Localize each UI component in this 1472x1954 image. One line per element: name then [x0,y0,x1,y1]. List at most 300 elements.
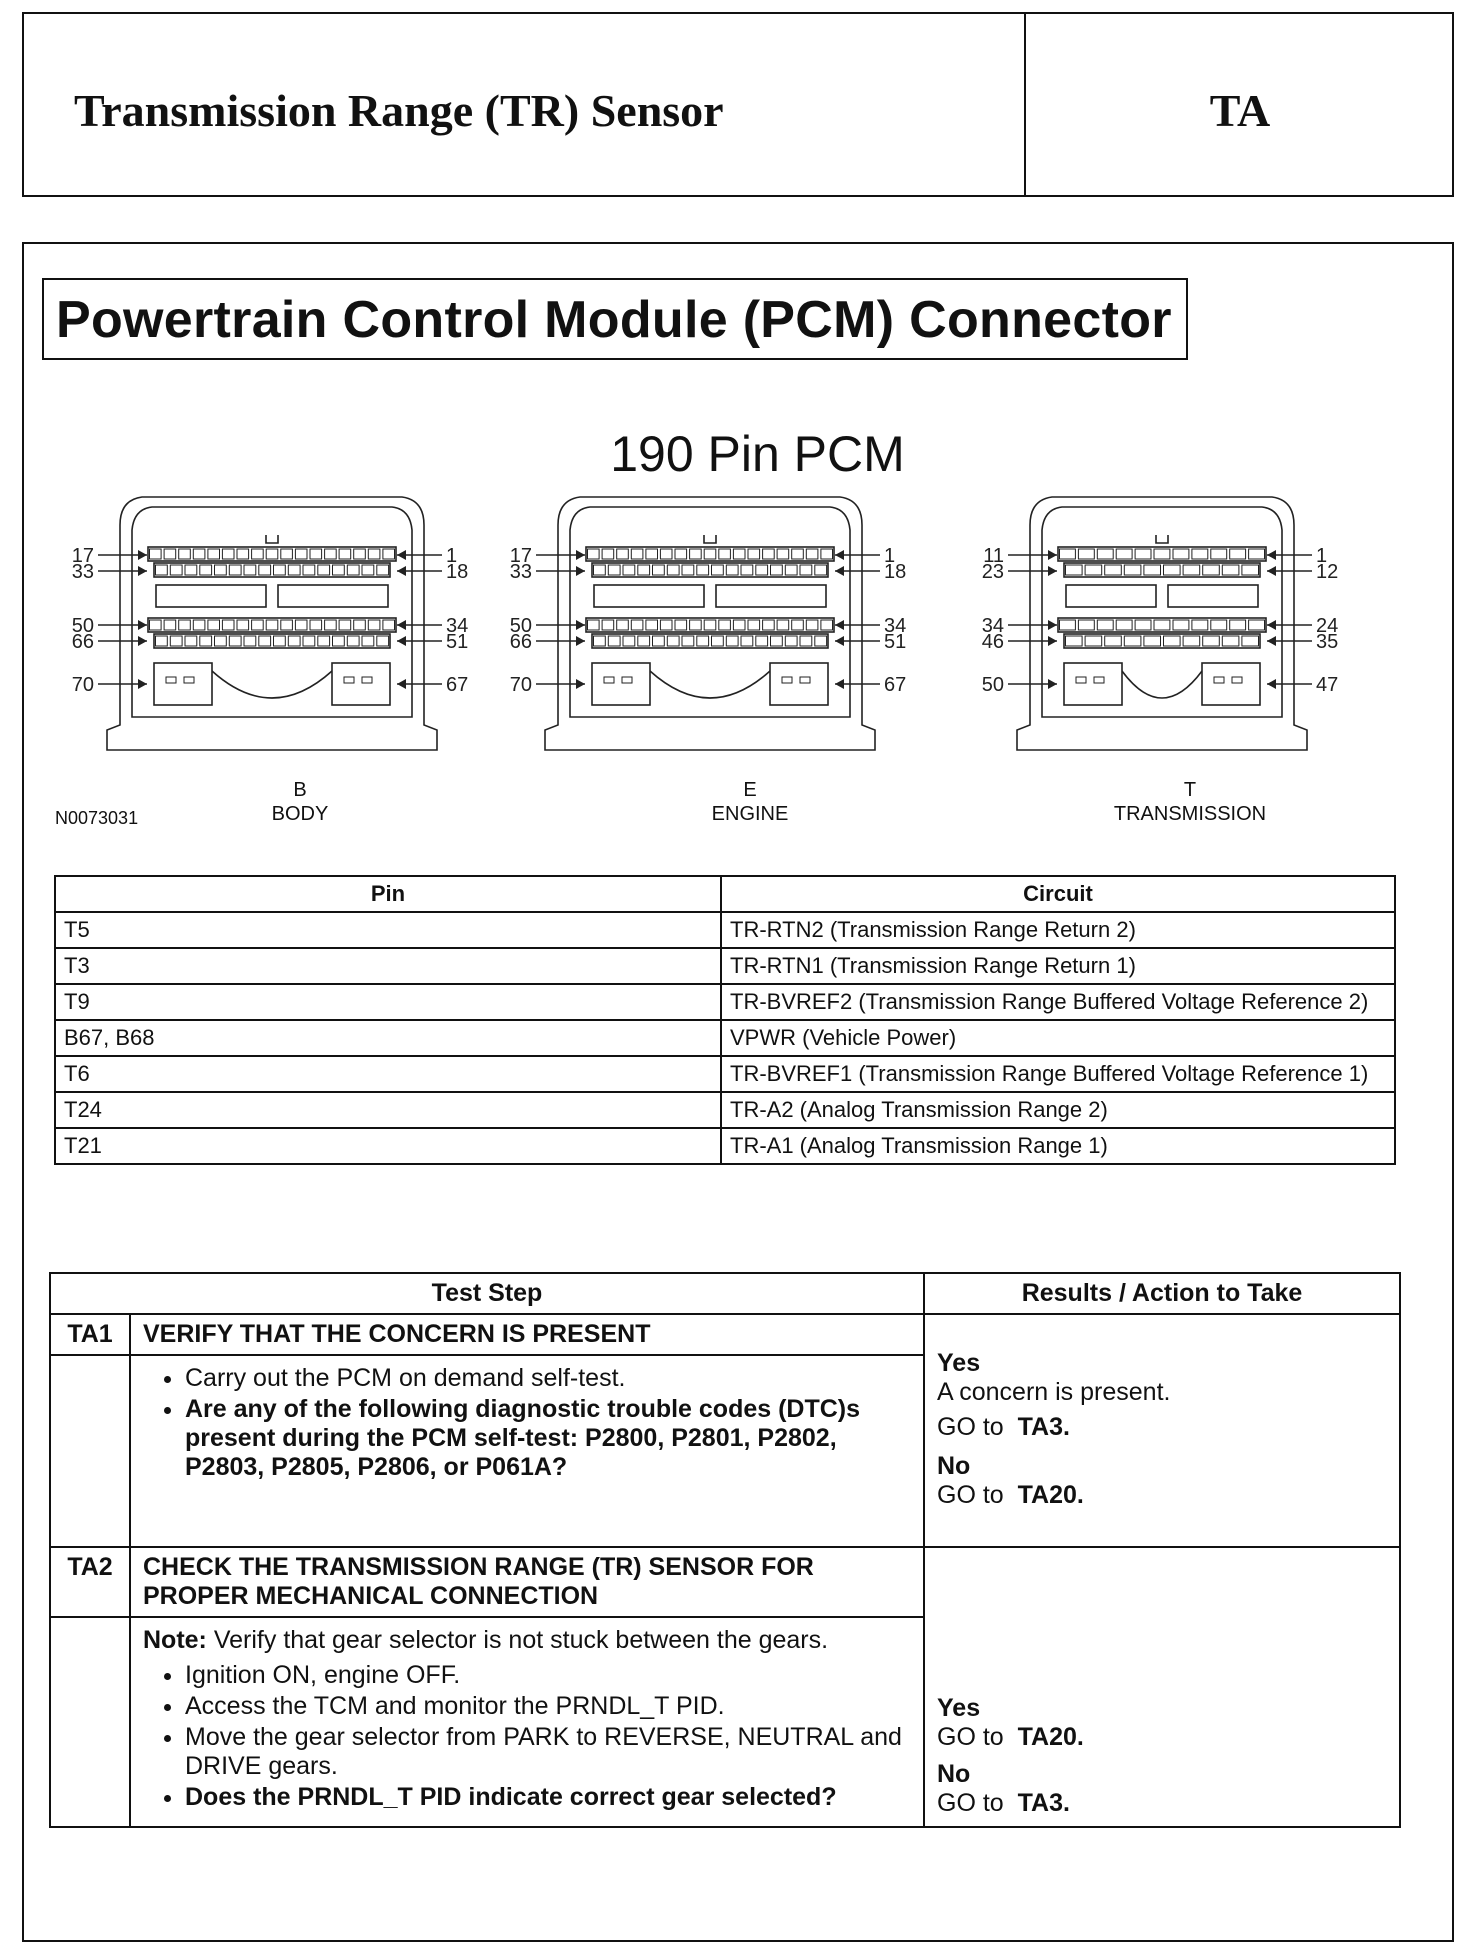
connector-t-pin-number: 23 [981,561,1004,583]
connector-e-arrowhead [576,620,585,630]
circuit-column-header: Circuit [721,876,1395,912]
connector-e-row3-pin [763,620,775,630]
connector-b-row3-pin [164,620,176,630]
connector-t-latch-left [1066,585,1156,607]
connector-e-row1-pin [646,549,658,559]
connector-b-latch-left [156,585,266,607]
connector-b-row4-pin [347,636,359,646]
pin-cell: T6 [55,1056,721,1092]
connector-e-latch-left [594,585,704,607]
yes-text: A concern is present. [937,1378,1171,1406]
connector-e-row3-pin [748,620,760,630]
connector-diagram [52,485,1412,805]
connector-b-row1-pin [222,549,234,559]
connector-b-row1-pin [179,549,191,559]
connector-t-row1-pin [1211,549,1227,559]
connector-e-row2-pin [712,565,724,575]
connector-e-pin-number: 18 [884,561,907,583]
pin-table-row [55,984,1395,1020]
connector-b-row1-pin [193,549,205,559]
connector-b-arrowhead [397,620,406,630]
header-title: Transmission Range (TR) Sensor [74,85,724,136]
connector-t-arrowhead [1267,566,1276,576]
connector-t-row1-pin [1192,549,1208,559]
connector-t-terminal-right [1202,663,1260,705]
connector-t-pin-number: 47 [1316,674,1339,696]
connector-e-row4-pin [667,636,679,646]
connector-b-row3-pin [354,620,366,630]
connector-e-pin-number: 17 [509,545,532,567]
connector-b-arrowhead [397,679,406,689]
connector-t-row2-pin [1085,565,1102,575]
connector-t-arrowhead [1267,620,1276,630]
connector-e-terminal-right [770,663,828,705]
connector-t-arrowhead [1267,636,1276,646]
connector-b-key-notch [266,535,278,543]
connector-t-row1-pin [1060,549,1076,559]
connector-e-row3-pin [631,620,643,630]
connector-b-name: BODY [271,803,329,825]
connector-e-arrowhead [835,679,844,689]
connector-t-arrowhead [1267,550,1276,560]
connector-b-row4-pin [303,636,315,646]
connector-e-row1-pin [733,549,745,559]
connector-b-row1-pin [339,549,351,559]
connector-b-row3-pin [222,620,234,630]
connector-e-row3-pin [675,620,687,630]
pin-column-header: Pin [55,876,721,912]
connector-b-row1-pin [281,549,293,559]
connector-b-row2-pin [200,565,212,575]
connector-e-row1-pin [763,549,775,559]
connector-t-row3-pin [1211,620,1227,630]
connector-e-row4-pin [638,636,650,646]
connector-b-row4-pin [229,636,241,646]
connector-t-latch-right [1168,585,1258,607]
pin-table-row [55,1020,1395,1056]
connector-e-pin-number: 67 [884,674,907,696]
connector-e-row2-pin [800,565,812,575]
connector-b-row2-pin [377,565,389,575]
connector-e-row4-pin [800,636,812,646]
connector-b-arrowhead [397,636,406,646]
step-bullet: • Access the TCM and monitor the PRNDL_T PID. [185,1692,911,1721]
connector-e-row3-pin [690,620,702,630]
circuit-cell: TR-BVREF2 (Transmission Range Buffered Voltage Reference 2) [721,984,1395,1020]
connector-b-row2-pin [274,565,286,575]
connector-b-pin-number: 33 [71,561,94,583]
connector-e-row3-pin [792,620,804,630]
connector-t-arrowhead [1267,679,1276,689]
connector-e-key-notch [704,535,716,543]
connector-e-label [680,778,820,826]
connector-b-pin-number: 50 [71,615,94,637]
connector-e-row4-pin [756,636,768,646]
connector-b-row4-pin [170,636,182,646]
connector-b-pin-number: 66 [71,631,94,653]
connector-b-row1-pin [266,549,278,559]
connector-b-row2-pin [170,565,182,575]
connector-e-arrowhead [576,679,585,689]
connector-b-row3-pin [237,620,249,630]
connector-b-row4-pin [259,636,271,646]
circuit-cell: TR-BVREF1 (Transmission Range Buffered Voltage Reference 1) [721,1056,1395,1092]
connector-b-arrowhead [397,566,406,576]
connector-e-row2-pin [726,565,738,575]
connector-t-row3-pin [1116,620,1132,630]
connector-b-row3-pin [150,620,162,630]
connector-e-row4-pin [697,636,709,646]
connector-b-arrowhead [138,679,147,689]
connector-t-arrowhead [1048,550,1057,560]
note-label: Note: [143,1626,207,1654]
connector-t-row3-pin [1230,620,1246,630]
connector-b-row3-pin [383,620,395,630]
connector-t-row4-pin [1085,636,1102,646]
connector-e-row4-pin [623,636,635,646]
connector-b-row2-pin [303,565,315,575]
step-title: CHECK THE TRANSMISSION RANGE (TR) SENSOR FOR PROPER MECHANICAL CONNECTION [130,1547,924,1617]
connector-e-row4-pin [712,636,724,646]
connector-b-pin-number: 18 [446,561,469,583]
pin-table [54,875,1396,1165]
connector-e-pin-number: 1 [884,545,896,567]
connector-b-row1-pin [383,549,395,559]
connector-t-row3-pin [1060,620,1076,630]
goto-text: GO to [937,1481,1004,1509]
connector-t-row3-pin [1097,620,1113,630]
connector-t-row3-pin [1135,620,1151,630]
connector-e-row4-pin [682,636,694,646]
connector-t-terminal-bridge [1122,671,1202,698]
connector-b-pin-number: 17 [71,545,94,567]
goto-target: TA20. [1017,1481,1084,1509]
connector-e-row1-pin [588,549,600,559]
connector-t-row4-pin [1222,636,1239,646]
connector-b-row1-pin [354,549,366,559]
connector-t-row4-pin [1066,636,1083,646]
connector-t-row2-pin [1242,565,1259,575]
connector-b-pin-number: 51 [446,631,469,653]
step-title: VERIFY THAT THE CONCERN IS PRESENT [130,1314,924,1355]
step-bullet: • Are any of the following diagnostic trouble codes (DTC)s present during the PCM self-test: P2800, P2801, P2802, P2803, P2805, P2806, or P061A? [185,1395,911,1482]
connector-b-terminal-right [332,663,390,705]
connector-b-row4-pin [200,636,212,646]
connector-b-terminal-left [154,663,212,705]
pin-cell: T24 [55,1092,721,1128]
connector-e-letter: E [743,779,757,801]
circuit-cell: TR-RTN1 (Transmission Range Return 1) [721,948,1395,984]
connector-t-pin-number: 11 [983,545,1004,567]
pin-table-row [55,1128,1395,1164]
connector-b-row2-pin [333,565,345,575]
connector-t-row4-pin [1203,636,1220,646]
connector-e-pin-number: 66 [509,631,532,653]
connector-t-letter: T [1183,779,1197,801]
connector-t-row1-pin [1135,549,1151,559]
connector-e-pin-number: 70 [509,674,532,696]
connector-b-row1-pin [237,549,249,559]
connector-t-row1-pin [1097,549,1113,559]
connector-b-row1-pin [208,549,220,559]
connector-t-row2-pin [1105,565,1122,575]
connector-e-row2-pin [638,565,650,575]
connector-b-row3-pin [208,620,220,630]
connector-e-row4-pin [815,636,827,646]
page-header [22,12,1454,197]
connector-e-row2-pin [697,565,709,575]
connector-t-row3-pin [1173,620,1189,630]
connector-b-row3-pin [368,620,380,630]
connector-t-row3-pin [1154,620,1170,630]
connector-b-row4-pin [288,636,300,646]
connector-t-row3-pin [1249,620,1265,630]
connector-b-row2-pin [288,565,300,575]
connector-e-arrowhead [835,566,844,576]
connector-e-pin-number: 33 [509,561,532,583]
connector-b-row1-pin [150,549,162,559]
pin-table-row [55,1056,1395,1092]
step-ta2-body [130,1617,924,1827]
connector-b-row2-pin [215,565,227,575]
connector-t-row2-pin [1222,565,1239,575]
connector-e-row4-pin [741,636,753,646]
connector-e-row1-pin [617,549,629,559]
connector-b-row2-pin [259,565,271,575]
connector-b-letter: B [293,779,307,801]
connector-t-row2-pin [1066,565,1083,575]
step-ta1-title-row [50,1314,1400,1355]
connector-b-row1-pin [310,549,322,559]
step-ta1-body [130,1355,924,1547]
connector-b-row3-pin [325,620,337,630]
pin-cell: T5 [55,912,721,948]
circuit-cell: TR-A2 (Analog Transmission Range 2) [721,1092,1395,1128]
connector-e-arrowhead [576,550,585,560]
connector-t-row3-pin [1078,620,1094,630]
connector-b-row3-pin [339,620,351,630]
connector-e-row3-pin [777,620,789,630]
results-header: Results / Action to Take [924,1273,1400,1314]
connector-t-arrowhead [1048,620,1057,630]
connector-t-pin-number: 24 [1316,615,1339,637]
connector-b-row1-pin [164,549,176,559]
connector-b-pin-number: 1 [446,545,458,567]
connector-t-row1-pin [1116,549,1132,559]
section-title: Powertrain Control Module (PCM) Connector [42,278,1188,360]
pin-table-row [55,948,1395,984]
connector-b-row4-pin [156,636,168,646]
connector-b-row4-pin [318,636,330,646]
connector-b-label [240,778,360,826]
connector-b-row2-pin [318,565,330,575]
step-id-spacer [50,1617,130,1827]
connector-t-terminal-left [1064,663,1122,705]
connector-t-pin-number: 1 [1316,545,1328,567]
connector-e-row3-pin [588,620,600,630]
pin-cell: T9 [55,984,721,1020]
connector-e-row1-pin [660,549,672,559]
connector-t-row2-pin [1183,565,1200,575]
connector-e-row1-pin [704,549,716,559]
connector-e-row2-pin [682,565,694,575]
connector-b-arrowhead [138,566,147,576]
yes-label: Yes [937,1349,981,1377]
connector-e-row2-pin [653,565,665,575]
connector-e-row3-pin [617,620,629,630]
connector-e-arrowhead [835,636,844,646]
connector-e-row4-pin [594,636,606,646]
connector-t-row1-pin [1249,549,1265,559]
connector-b-row3-pin [295,620,307,630]
connector-b-row1-pin [252,549,264,559]
step-bullet: • Move the gear selector from PARK to REVERSE, NEUTRAL and DRIVE gears. [185,1723,911,1781]
connector-e-row2-pin [608,565,620,575]
connector-e-row1-pin [602,549,614,559]
connector-t-arrowhead [1048,566,1057,576]
connector-t-pin-number: 12 [1316,561,1339,583]
connector-b-row2-pin [244,565,256,575]
step-ta1-results [924,1314,1400,1547]
connector-e-row1-pin [821,549,833,559]
connector-t-row4-pin [1242,636,1259,646]
connector-e-row1-pin [777,549,789,559]
connector-t-row1-pin [1154,549,1170,559]
connector-b-row1-pin [295,549,307,559]
connector-t-row2-pin [1203,565,1220,575]
connector-e-row4-pin [785,636,797,646]
test-step-header: Test Step [50,1273,924,1314]
connector-b-pin-number: 34 [446,615,469,637]
connector-b-row3-pin [252,620,264,630]
yes-label: Yes [937,1694,981,1722]
connector-e-row4-pin [726,636,738,646]
connector-e-arrowhead [576,566,585,576]
connector-e-row1-pin [690,549,702,559]
connector-e-pin-number: 34 [884,615,907,637]
connector-t-row1-pin [1230,549,1246,559]
connector-b-latch-right [278,585,388,607]
pin-cell: T21 [55,1128,721,1164]
pin-cell: B67, B68 [55,1020,721,1056]
connector-e-row3-pin [806,620,818,630]
connector-b-row1-pin [368,549,380,559]
connector-t-row4-pin [1105,636,1122,646]
connector-b-row4-pin [244,636,256,646]
header-code: TA [1209,85,1271,136]
pin-cell: T3 [55,948,721,984]
connector-e-latch-right [716,585,826,607]
connector-b-row2-pin [229,565,241,575]
test-step-table [49,1272,1401,1828]
connector-b-row3-pin [266,620,278,630]
connector-e-row2-pin [785,565,797,575]
connector-e-pin-number: 50 [509,615,532,637]
connector-b-row4-pin [215,636,227,646]
connector-e-row3-pin [821,620,833,630]
step-bullet: • Does the PRNDL_T PID indicate correct gear selected? [185,1783,911,1812]
connector-b-row4-pin [274,636,286,646]
connector-e-row2-pin [756,565,768,575]
connector-b-arrowhead [138,550,147,560]
note-text: Verify that gear selector is not stuck between the gears. [213,1626,829,1654]
connector-e-row3-pin [602,620,614,630]
connector-b-row4-pin [333,636,345,646]
connector-e-row3-pin [733,620,745,630]
goto-text: GO to [937,1413,1004,1441]
connector-t-row1-pin [1078,549,1094,559]
connector-e-row2-pin [667,565,679,575]
connector-b-row2-pin [347,565,359,575]
circuit-cell: TR-RTN2 (Transmission Range Return 2) [721,912,1395,948]
connector-t-pin-number: 34 [981,615,1004,637]
connector-t-row2-pin [1124,565,1141,575]
connector-e-row3-pin [646,620,658,630]
connector-e-row2-pin [623,565,635,575]
connector-t-row4-pin [1183,636,1200,646]
connector-e-row1-pin [806,549,818,559]
connector-b-row3-pin [179,620,191,630]
connector-e-row3-pin [704,620,716,630]
connector-b-row3-pin [193,620,205,630]
connector-b-row4-pin [362,636,374,646]
connector-b-row2-pin [185,565,197,575]
step-ta2-title-row [50,1547,1400,1617]
connector-b-pin-number: 67 [446,674,469,696]
connector-e-row3-pin [660,620,672,630]
connector-b-terminal-bridge [212,671,332,698]
connector-t-row4-pin [1164,636,1181,646]
connector-e-row2-pin [741,565,753,575]
connector-e-terminal-left [592,663,650,705]
step-bullet: • Ignition ON, engine OFF. [185,1661,911,1690]
connector-t-arrowhead [1048,636,1057,646]
connector-e-row4-pin [608,636,620,646]
goto-text: GO to [937,1789,1004,1817]
connector-e-arrowhead [835,550,844,560]
pin-table-row [55,912,1395,948]
connector-b-row4-pin [377,636,389,646]
no-label: No [937,1452,971,1480]
step-ta2-results [924,1547,1400,1827]
connector-b-row3-pin [310,620,322,630]
connector-b-arrowhead [138,620,147,630]
circuit-cell: TR-A1 (Analog Transmission Range 1) [721,1128,1395,1164]
connector-b-row2-pin [156,565,168,575]
connector-b-row3-pin [281,620,293,630]
connector-t-arrowhead [1048,679,1057,689]
connector-b-arrowhead [138,636,147,646]
connector-b-row1-pin [325,549,337,559]
connector-e-row2-pin [771,565,783,575]
no-label: No [937,1760,971,1788]
connector-e-row1-pin [675,549,687,559]
step-bullet: • Carry out the PCM on demand self-test. [185,1364,911,1393]
connector-e-row4-pin [771,636,783,646]
connector-e-row2-pin [815,565,827,575]
connector-e-name: ENGINE [711,803,789,825]
connector-t-row1-pin [1173,549,1189,559]
connector-t-key-notch [1156,535,1168,543]
figure-reference: N0073031 [55,808,139,828]
pin-table-row [55,1092,1395,1128]
step-id: TA2 [50,1547,130,1617]
connector-t-row4-pin [1144,636,1161,646]
circuit-cell: VPWR (Vehicle Power) [721,1020,1395,1056]
connector-t-row3-pin [1192,620,1208,630]
connector-e-row1-pin [792,549,804,559]
connector-e-row1-pin [631,549,643,559]
